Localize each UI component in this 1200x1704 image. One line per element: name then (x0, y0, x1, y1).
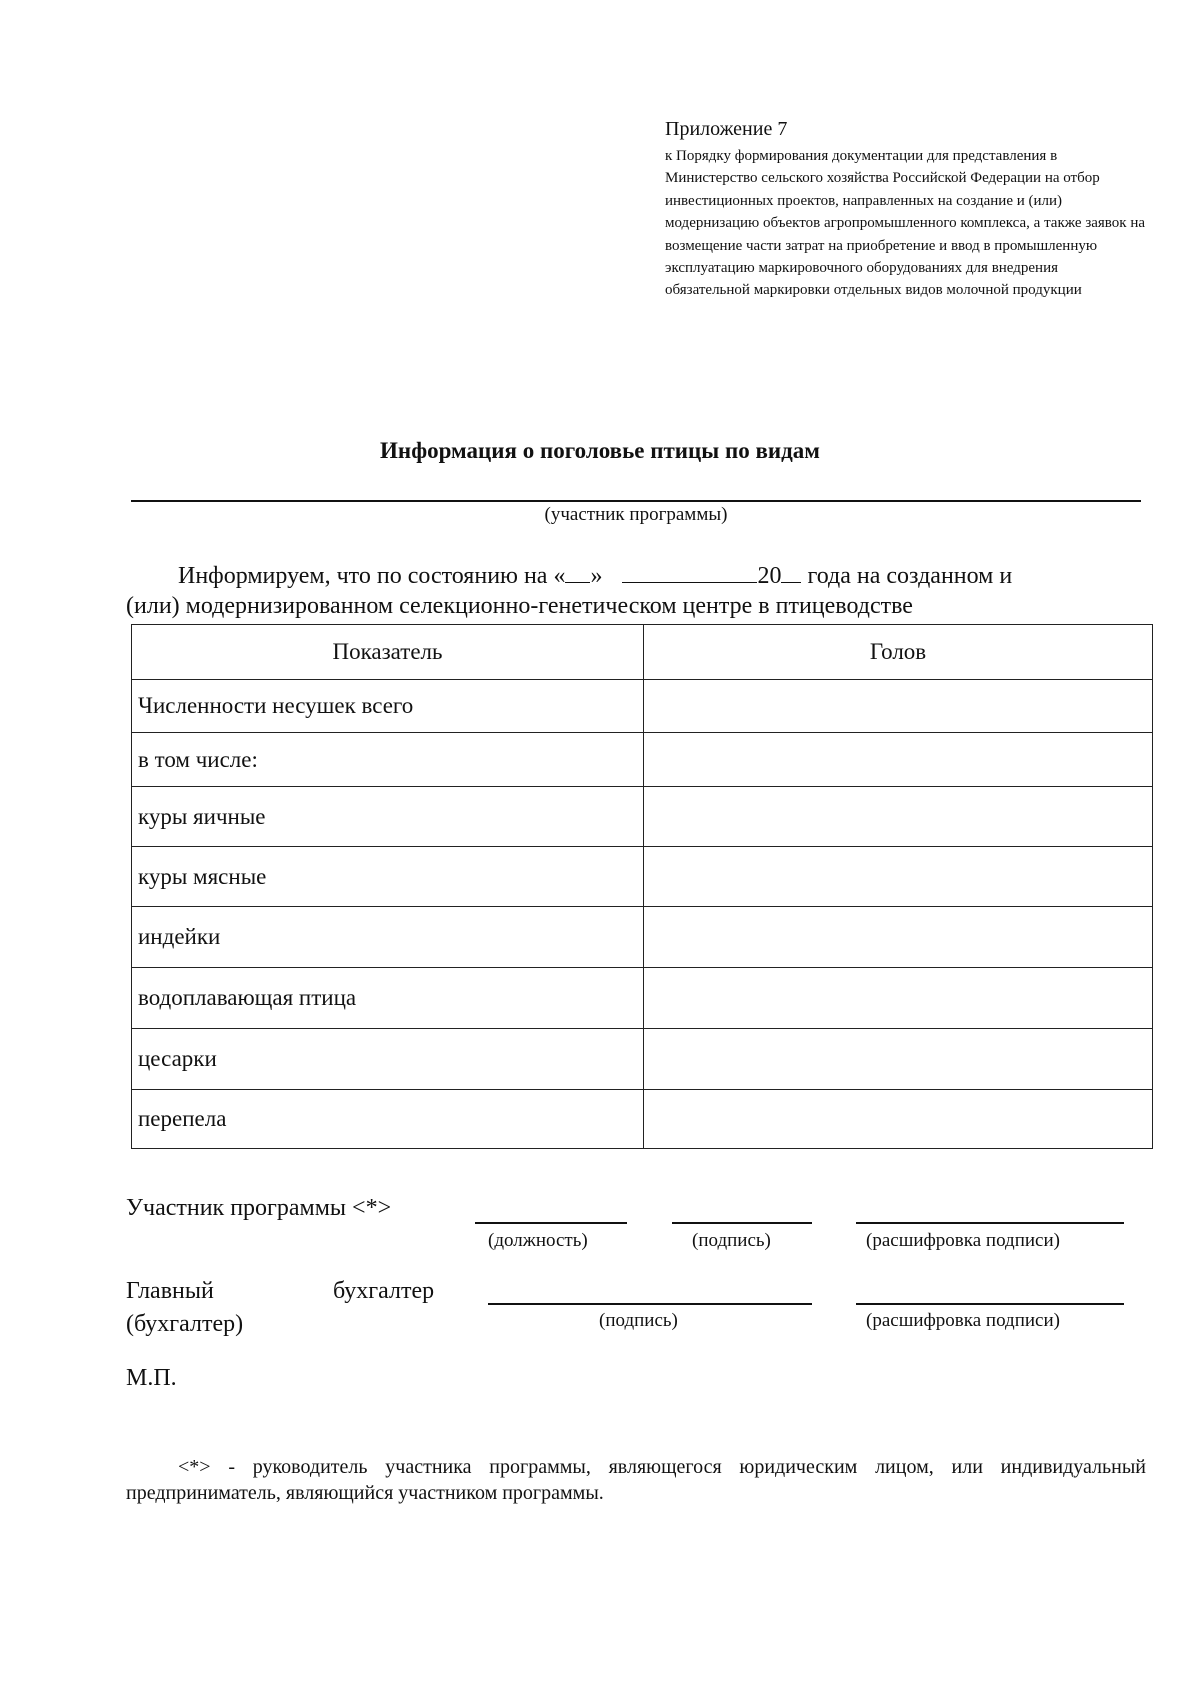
table-row (132, 1090, 1153, 1149)
table-row (132, 1029, 1153, 1090)
accountant-word-1: Главный (126, 1278, 214, 1304)
accountant-line-2: (бухгалтер) (126, 1311, 244, 1337)
intro-line-1 (178, 562, 1012, 590)
row-value-cell[interactable] (644, 1090, 1153, 1149)
header-heads: Голов (644, 625, 1153, 680)
row-label: куры мясные (132, 847, 644, 907)
accountant-decoding-caption: (расшифровка подписи) (866, 1310, 1060, 1331)
accountant-signature-caption: (подпись) (599, 1310, 678, 1331)
row-label: в том числе: (132, 733, 644, 787)
day-blank (565, 562, 590, 583)
intro-part-2: » (590, 563, 603, 589)
participant-line (131, 500, 1141, 502)
row-label: водоплавающая птица (132, 968, 644, 1029)
participant-caption: (участник программы) (544, 504, 728, 525)
row-value-cell[interactable] (644, 907, 1153, 968)
accountant-word-2: бухгалтер (333, 1278, 435, 1304)
table-row (132, 680, 1153, 733)
row-value-cell[interactable] (644, 733, 1153, 787)
appendix-title: Приложение 7 (665, 118, 788, 140)
decoding-caption: (расшифровка подписи) (866, 1230, 1060, 1251)
accountant-signature-line[interactable] (488, 1303, 812, 1305)
decoding-line[interactable] (856, 1222, 1124, 1224)
row-label: индейки (132, 907, 644, 968)
position-line[interactable] (475, 1222, 627, 1224)
intro-part-3: 20 (757, 563, 782, 589)
table-header-row (132, 625, 1153, 680)
row-value-cell[interactable] (644, 787, 1153, 847)
table-row (132, 907, 1153, 968)
table-row (132, 847, 1153, 907)
poultry-table (131, 624, 1153, 1149)
table-row (132, 787, 1153, 847)
position-caption: (должность) (488, 1230, 588, 1251)
signature-caption: (подпись) (692, 1230, 771, 1251)
year-blank (781, 562, 801, 583)
row-label: цесарки (132, 1029, 644, 1090)
stamp-place: М.П. (126, 1365, 177, 1391)
row-value-cell[interactable] (644, 968, 1153, 1029)
document-title: Информация о поголовье птицы по видам (380, 438, 820, 463)
row-label: перепела (132, 1090, 644, 1149)
row-value-cell[interactable] (644, 847, 1153, 907)
accountant-decoding-line[interactable] (856, 1303, 1124, 1305)
row-label: куры яичные (132, 787, 644, 847)
intro-part-4: года на созданном и (807, 563, 1013, 589)
month-blank (622, 562, 757, 583)
participant-label: Участник программы <*> (126, 1195, 392, 1221)
row-value-cell[interactable] (644, 680, 1153, 733)
signature-line[interactable] (672, 1222, 812, 1224)
row-value-cell[interactable] (644, 1029, 1153, 1090)
table-row (132, 968, 1153, 1029)
header-indicator: Показатель (132, 625, 644, 680)
appendix-text: к Порядку формирования документации для представления в Министерство сельского хозяйства Российской Федерации на отбор инвестиционных проектов, направленных на создание и (или) модернизацию объектов агропромышленного комплекса, а также заявок на возмещение части затрат на приобретение и ввод в промышленную эксплуатацию маркировочного оборудованиях для внедрения обязательной маркировки отдельных видов молочной продукции (665, 148, 1146, 299)
footnote: <*> - руководитель участника программы, являющегося юридическим лицом, или индивидуальный предприниматель, являющийся участником программы. (126, 1456, 1146, 1504)
row-label: Численности несушек всего (132, 680, 644, 733)
intro-line-2: (или) модернизированном селекционно-генетическом центре в птицеводстве (126, 593, 913, 619)
intro-part-1: Информируем, что по состоянию на « (178, 563, 566, 589)
table-row (132, 733, 1153, 787)
